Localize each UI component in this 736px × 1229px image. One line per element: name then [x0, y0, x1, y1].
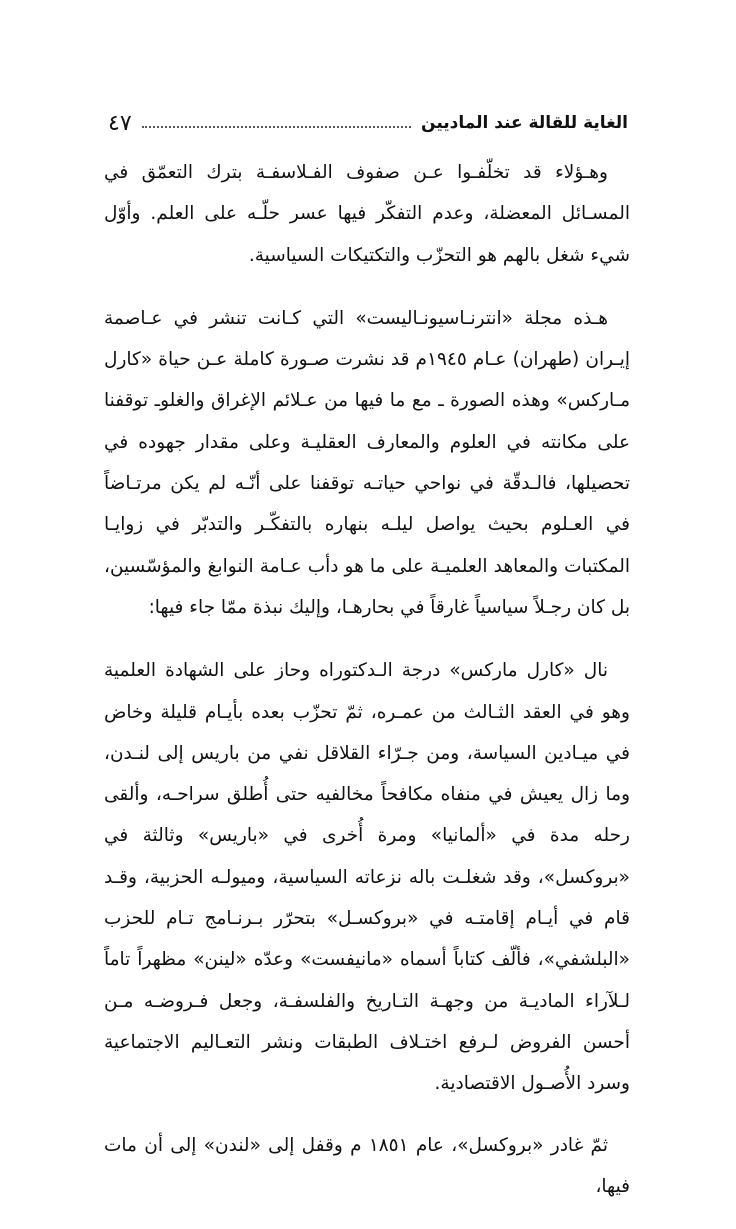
paragraph-1: وهـؤلاء قد تخلّفـوا عـن صفوف الفـلاسفـة بترك التعمّق في المسـائل المعضلة، وعدم التفكّر فيها عسر حلّـه على العلم. وأوّل شيء شغل بالهم هو التحزّب والتكتيكات السياسية. [104, 162, 630, 266]
paragraph-2: هـذه مجلة «انترنـاسيونـاليست» التي كـانت تنشر في عـاصمة إيـران (طهران) عـام ١٩٤٥م قد نشرت صـورة كاملة عـن حياة «كارل مـاركس» وهذه الصورة ـ مع ما فيها من عـلائم الإغراق والغلوـ توقفنا على مكانته في العلوم والمعارف العقليـة وعلى مقدار جهوده في تحصيلها، فالـدقّة في نواحي حياتـه توقفنا على أنّـه لم يكن مرتـاضاً في العـلوم بحيث يواصل ليلـه بنهاره بالتفكّـر والتدبّر في زوايـا المكتبات والمعاهد العلميـة على ما هو دأب عـامة النوابغ والمؤسّسين، بل كان رجـلاً سياسياً غارقاً في بحارهـا، وإليك نبذة ممّا جاء فيها: [104, 307, 631, 618]
page-header [108, 108, 628, 138]
header-dotted-leader [142, 126, 411, 128]
page-number: ٤٧ [108, 110, 132, 136]
paragraph-4: ثمّ غادر «بروكسل»، عام ١٨٥١ م وقفل إلى «لندن» إلى أن مات فيها، [104, 1134, 630, 1197]
paragraph-3: نال «كارل ماركس» درجة الـدكتوراه وحاز على الشهادة العلمية وهو في العقد الثـالث من عمـره، ثمّ تحزّب بعده بأيـام قليلة وخاض في ميـادين السياسة، ومن جـرّاء القلاقل نفي من باريس إلى لنـدن، وما زال يعيش في منفاه مكافحاً مخالفيه حتى أُطلق سراحـه، وألقى رحله مدة في «ألمانيا» ومرة أُخرى في «باريس» وثالثة في «بروكسل»، وقد شغلـت باله نزعاته السياسية، وميولـه الحزبية، وقـد قام في أيـام إقامتـه في «بروكسـل» بتحرّر بـرنـامج تـام للحزب «البلشفي»، فألّف كتاباً أسماه «مانيفست» وعدّه «لينن» مظهراً تاماً لـلآراء الماديـة من وجهـة التـاريخ والفلسفـة، وجعل فـروضـه مـن أحسن الفروض لـرفع اختـلاف الطبقات ونشر التعـاليم الاجتماعية وسرد الأُصـول الاقتصادية. [104, 660, 630, 1095]
body-text [104, 152, 630, 1229]
running-header-title: الغاية للقالة عند الماديين [421, 113, 628, 133]
